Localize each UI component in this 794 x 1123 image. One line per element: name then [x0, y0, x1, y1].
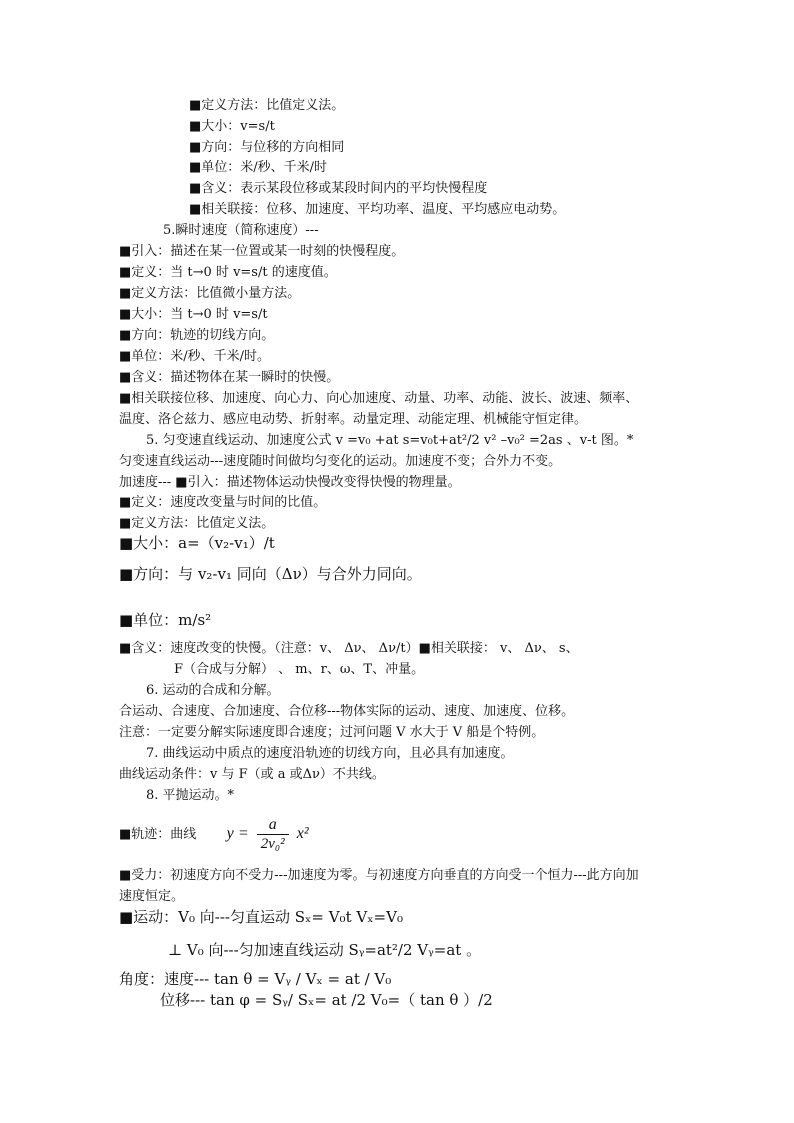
text-line: ■定义方法：比值微小量方法。 — [119, 286, 301, 301]
text-line: ■定义方法：比值定义法。 — [189, 98, 345, 113]
formula-equals: = — [237, 825, 249, 842]
text-line: ■相关联接：位移、加速度、平均功率、温度、平均感应电动势。 — [189, 202, 566, 217]
text-line: ■方向：与位移的方向相同 — [189, 140, 345, 155]
text-line: 注意：一定要分解实际速度即合速度；过河问题 V 水大于 V 船是个特例。 — [119, 725, 545, 740]
section-heading: 5.瞬时速度（简称速度）--- — [163, 223, 319, 238]
text-line: ■单位：m/s² — [119, 611, 212, 629]
text-line: ■定义方法：比值定义法。 — [119, 516, 275, 531]
text-line: 位移--- tan φ = Sᵧ/ Sₓ= at /2 V₀=（ tan θ ）/2 — [160, 991, 493, 1009]
text-line: ■大小：v=s/t — [189, 119, 275, 134]
text-line: ■单位：米/秒、千米/时。 — [119, 349, 271, 364]
section-heading: 8. 平抛运动。* — [146, 788, 235, 803]
section-heading: 6. 运动的合成和分解。 — [146, 683, 280, 698]
text-line: ■定义：速度改变量与时间的比值。 — [119, 495, 327, 510]
text-line: ■大小：a=（v₂-v₁）/t — [119, 534, 275, 552]
text-line: 曲线运动条件：v 与 F（或 a 或Δν）不共线。 — [119, 767, 385, 782]
text-line: ■相关联接位移、加速度、向心力、向心加速度、动量、功率、动能、波长、波速、频率、 — [119, 391, 639, 406]
formula-fraction — [257, 816, 289, 853]
formula-numerator: a — [257, 816, 289, 835]
text-line: ■方向：轨迹的切线方向。 — [119, 328, 275, 343]
text-line: ■含义：表示某段位移或某段时间内的平均快慢程度 — [189, 181, 488, 196]
text-line: 合运动、合速度、合加速度、合位移---物体实际的运动、速度、加速度、位移。 — [119, 704, 575, 719]
text-line: ■运动：V₀ 向---匀直运动 Sₓ= V₀t Vₓ=V₀ — [119, 908, 403, 926]
text-line: F（合成与分解） 、 m、r、ω、T、冲量。 — [174, 662, 425, 677]
formula-x: x² — [296, 825, 309, 842]
text-line: 加速度--- ■引入：描述物体运动快慢改变得快慢的物理量。 — [119, 475, 461, 490]
text-line: ■含义：描述物体在某一瞬时的快慢。 — [119, 370, 340, 385]
text-line: 角度：速度--- tan θ = Vᵧ / Vₓ = at / V₀ — [119, 970, 392, 988]
trajectory-line — [119, 812, 309, 856]
trajectory-label: ■轨迹：曲线 — [119, 827, 197, 842]
formula-denominator: 2v₀² — [260, 836, 285, 852]
text-line: 温度、洛仑兹力、感应电动势、折射率。动量定理、动能定理、机械能守恒定律。 — [119, 412, 588, 427]
text-line: ■单位：米/秒、千米/时 — [189, 160, 328, 175]
section-heading: 7. 曲线运动中质点的速度沿轨迹的切线方向，且必具有加速度。 — [146, 746, 514, 761]
text-line: ■方向：与 v₂-v₁ 同向（Δν）与合外力同向。 — [119, 565, 422, 583]
section-heading: 5. 匀变速直线运动、加速度公式 v =v₀ +at s=v₀t+at²/2 v² –v₀² =2as 、v-t 图。* — [146, 433, 634, 448]
text-line: ■引入：描述在某一位置或某一时刻的快慢程度。 — [119, 244, 405, 259]
text-line: 速度恒定。 — [119, 889, 185, 904]
text-line: ⊥ V₀ 向---匀加速直线运动 Sᵧ=at²/2 Vᵧ=at 。 — [168, 941, 482, 959]
text-line: ■含义：速度改变的快慢。（注意：v、 Δν、 Δν/t）■相关联接： v、 Δν、 s、 — [119, 641, 579, 656]
text-line: ■定义：当 t→0 时 v=s/t 的速度值。 — [119, 265, 337, 280]
formula-y: y — [226, 825, 234, 842]
text-line: ■受力：初速度方向不受力---加速度为零。与初速度方向垂直的方向受一个恒力---此方向加 — [119, 868, 639, 883]
text-line: 匀变速直线运动---速度随时间做均匀变化的运动。加速度不变；合外力不变。 — [119, 454, 562, 469]
text-line: ■大小：当 t→0 时 v=s/t — [119, 307, 268, 322]
